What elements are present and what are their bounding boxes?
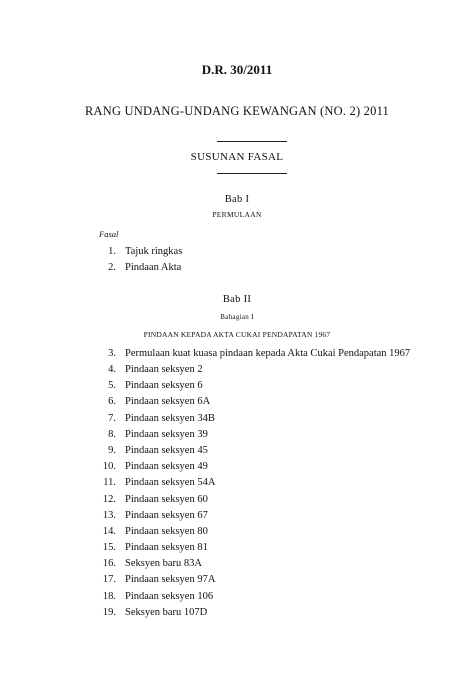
item-number: 11. bbox=[103, 477, 116, 488]
item-number: 16. bbox=[102, 558, 116, 569]
item-number: 15. bbox=[102, 542, 116, 553]
item-number: 17. bbox=[102, 574, 116, 585]
chapter-2-label: Bab II bbox=[222, 294, 252, 305]
item-number: 2. bbox=[108, 262, 116, 273]
item-number: 9. bbox=[108, 445, 116, 456]
item-text: Seksyen baru 83A bbox=[125, 558, 202, 569]
divider-bottom bbox=[217, 173, 287, 174]
item-text: Pindaan seksyen 60 bbox=[125, 494, 208, 505]
chapter-1-label: Bab I bbox=[224, 194, 250, 205]
item-text: Permulaan kuat kuasa pindaan kepada Akta Cukai Pendapatan 1967 bbox=[125, 348, 411, 359]
item-text: Pindaan seksyen 97A bbox=[125, 574, 216, 585]
item-text: Pindaan seksyen 106 bbox=[125, 591, 214, 602]
item-number: 12. bbox=[102, 494, 116, 505]
part-1-title: PINDAAN KEPADA AKTA CUKAI PENDAPATAN 1967 bbox=[143, 330, 331, 339]
bill-title: RANG UNDANG-UNDANG KEWANGAN (NO. 2) 2011 bbox=[84, 104, 390, 118]
item-text: Pindaan seksyen 39 bbox=[125, 429, 208, 440]
item-number: 1. bbox=[108, 246, 116, 257]
item-number: 5. bbox=[108, 380, 116, 391]
item-number: 18. bbox=[102, 591, 116, 602]
document-number: D.R. 30/2011 bbox=[201, 62, 273, 77]
part-1-label: Bahagian I bbox=[220, 313, 254, 321]
divider-top bbox=[217, 141, 287, 142]
item-text: Pindaan seksyen 6 bbox=[125, 380, 203, 391]
item-text: Pindaan seksyen 67 bbox=[125, 510, 208, 521]
item-text: Pindaan seksyen 6A bbox=[125, 396, 211, 407]
item-text: Pindaan seksyen 80 bbox=[125, 526, 208, 537]
item-text: Tajuk ringkas bbox=[125, 246, 183, 257]
item-number: 6. bbox=[108, 396, 116, 407]
item-text: Pindaan seksyen 54A bbox=[125, 477, 216, 488]
item-number: 7. bbox=[108, 413, 116, 424]
item-number: 3. bbox=[108, 348, 116, 359]
item-number: 8. bbox=[108, 429, 116, 440]
contents-heading: SUSUNAN FASAL bbox=[190, 151, 284, 163]
item-text: Pindaan seksyen 45 bbox=[125, 445, 208, 456]
item-text: Pindaan Akta bbox=[125, 262, 182, 273]
item-text: Pindaan seksyen 2 bbox=[125, 364, 203, 375]
item-text: Pindaan seksyen 34B bbox=[125, 413, 215, 424]
item-number: 10. bbox=[102, 461, 116, 472]
item-text: Pindaan seksyen 81 bbox=[125, 542, 208, 553]
item-number: 4. bbox=[108, 364, 116, 375]
item-text: Seksyen baru 107D bbox=[125, 607, 208, 618]
chapter-1-title: PERMULAAN bbox=[212, 210, 262, 219]
item-text: Pindaan seksyen 49 bbox=[125, 461, 208, 472]
fasal-label: Fasal bbox=[99, 229, 119, 239]
item-number: 13. bbox=[102, 510, 116, 521]
item-number: 19. bbox=[102, 607, 116, 618]
item-number: 14. bbox=[102, 526, 116, 537]
